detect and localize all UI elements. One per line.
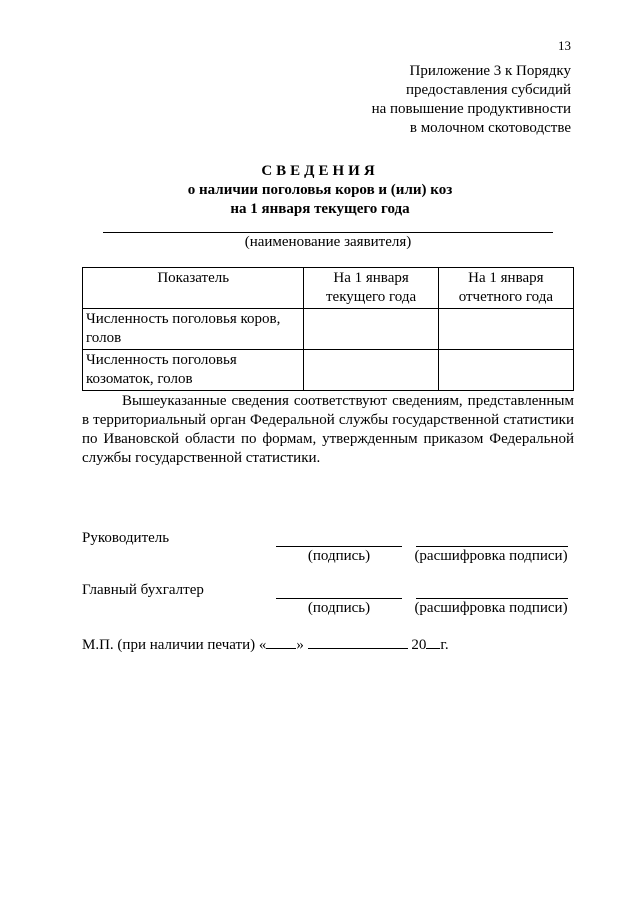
statement-text: Вышеуказанные сведения соответствуют сведениям, представленным в территориальный орган Федеральной службы государственной статистики по Ивановской области по формам, утвержденным приказом Федеральной службы государственной статистики. xyxy=(82,393,574,466)
decode-caption-head: (расшифровка подписи) xyxy=(414,548,568,564)
signature-caption-accountant: (подпись) xyxy=(307,600,371,616)
decode-line-head xyxy=(416,546,568,547)
year-suffix: г. xyxy=(440,637,449,653)
day-blank xyxy=(266,635,296,649)
appendix-line: на повышение продуктивности xyxy=(371,101,571,117)
title-date: на 1 января текущего года xyxy=(230,201,410,217)
appendix-line: в молочном скотоводстве xyxy=(409,120,571,136)
year-blank xyxy=(426,635,440,649)
table-row xyxy=(83,309,574,350)
header-indicator: Показатель xyxy=(83,268,304,309)
signature-caption-head: (подпись) xyxy=(307,548,371,564)
signature-line-head xyxy=(276,546,402,547)
month-blank xyxy=(308,635,408,649)
cell-goats-current xyxy=(304,350,438,391)
row-label-cows: Численность поголовья коров, голов xyxy=(83,309,304,350)
stamp-quote-close: » xyxy=(296,637,304,653)
cell-cows-current xyxy=(304,309,438,350)
livestock-table xyxy=(82,267,574,391)
header-current-year: На 1 января текущего года xyxy=(304,268,438,309)
cell-cows-reporting xyxy=(438,309,573,350)
appendix-line: Приложение 3 к Порядку xyxy=(409,63,571,79)
table-header-row xyxy=(83,268,574,309)
page-number: 13 xyxy=(558,38,571,53)
header-reporting-year: На 1 января отчетного года xyxy=(438,268,573,309)
document-title xyxy=(0,162,640,219)
stamp-label: М.П. (при наличии печати) « xyxy=(82,637,267,653)
cell-goats-reporting xyxy=(438,350,573,391)
decode-caption-accountant: (расшифровка подписи) xyxy=(414,600,568,616)
signer-role-head: Руководитель xyxy=(82,530,170,546)
appendix-line: предоставления субсидий xyxy=(405,82,571,98)
title-subtitle: о наличии поголовья коров и (или) коз xyxy=(187,182,453,198)
statement-paragraph xyxy=(82,392,574,468)
appendix-reference xyxy=(372,62,571,138)
signature-line-accountant xyxy=(276,598,402,599)
table-row xyxy=(83,350,574,391)
title-main: СВЕДЕНИЯ xyxy=(261,163,379,179)
applicant-name-caption: (наименование заявителя) xyxy=(244,234,412,250)
decode-line-accountant xyxy=(416,598,568,599)
year-prefix: 20 xyxy=(411,637,427,653)
applicant-name-line xyxy=(103,232,553,233)
signer-role-accountant: Главный бухгалтер xyxy=(82,582,204,598)
stamp-date-line xyxy=(82,635,449,654)
row-label-goats: Численность поголовья козоматок, голов xyxy=(83,350,304,391)
